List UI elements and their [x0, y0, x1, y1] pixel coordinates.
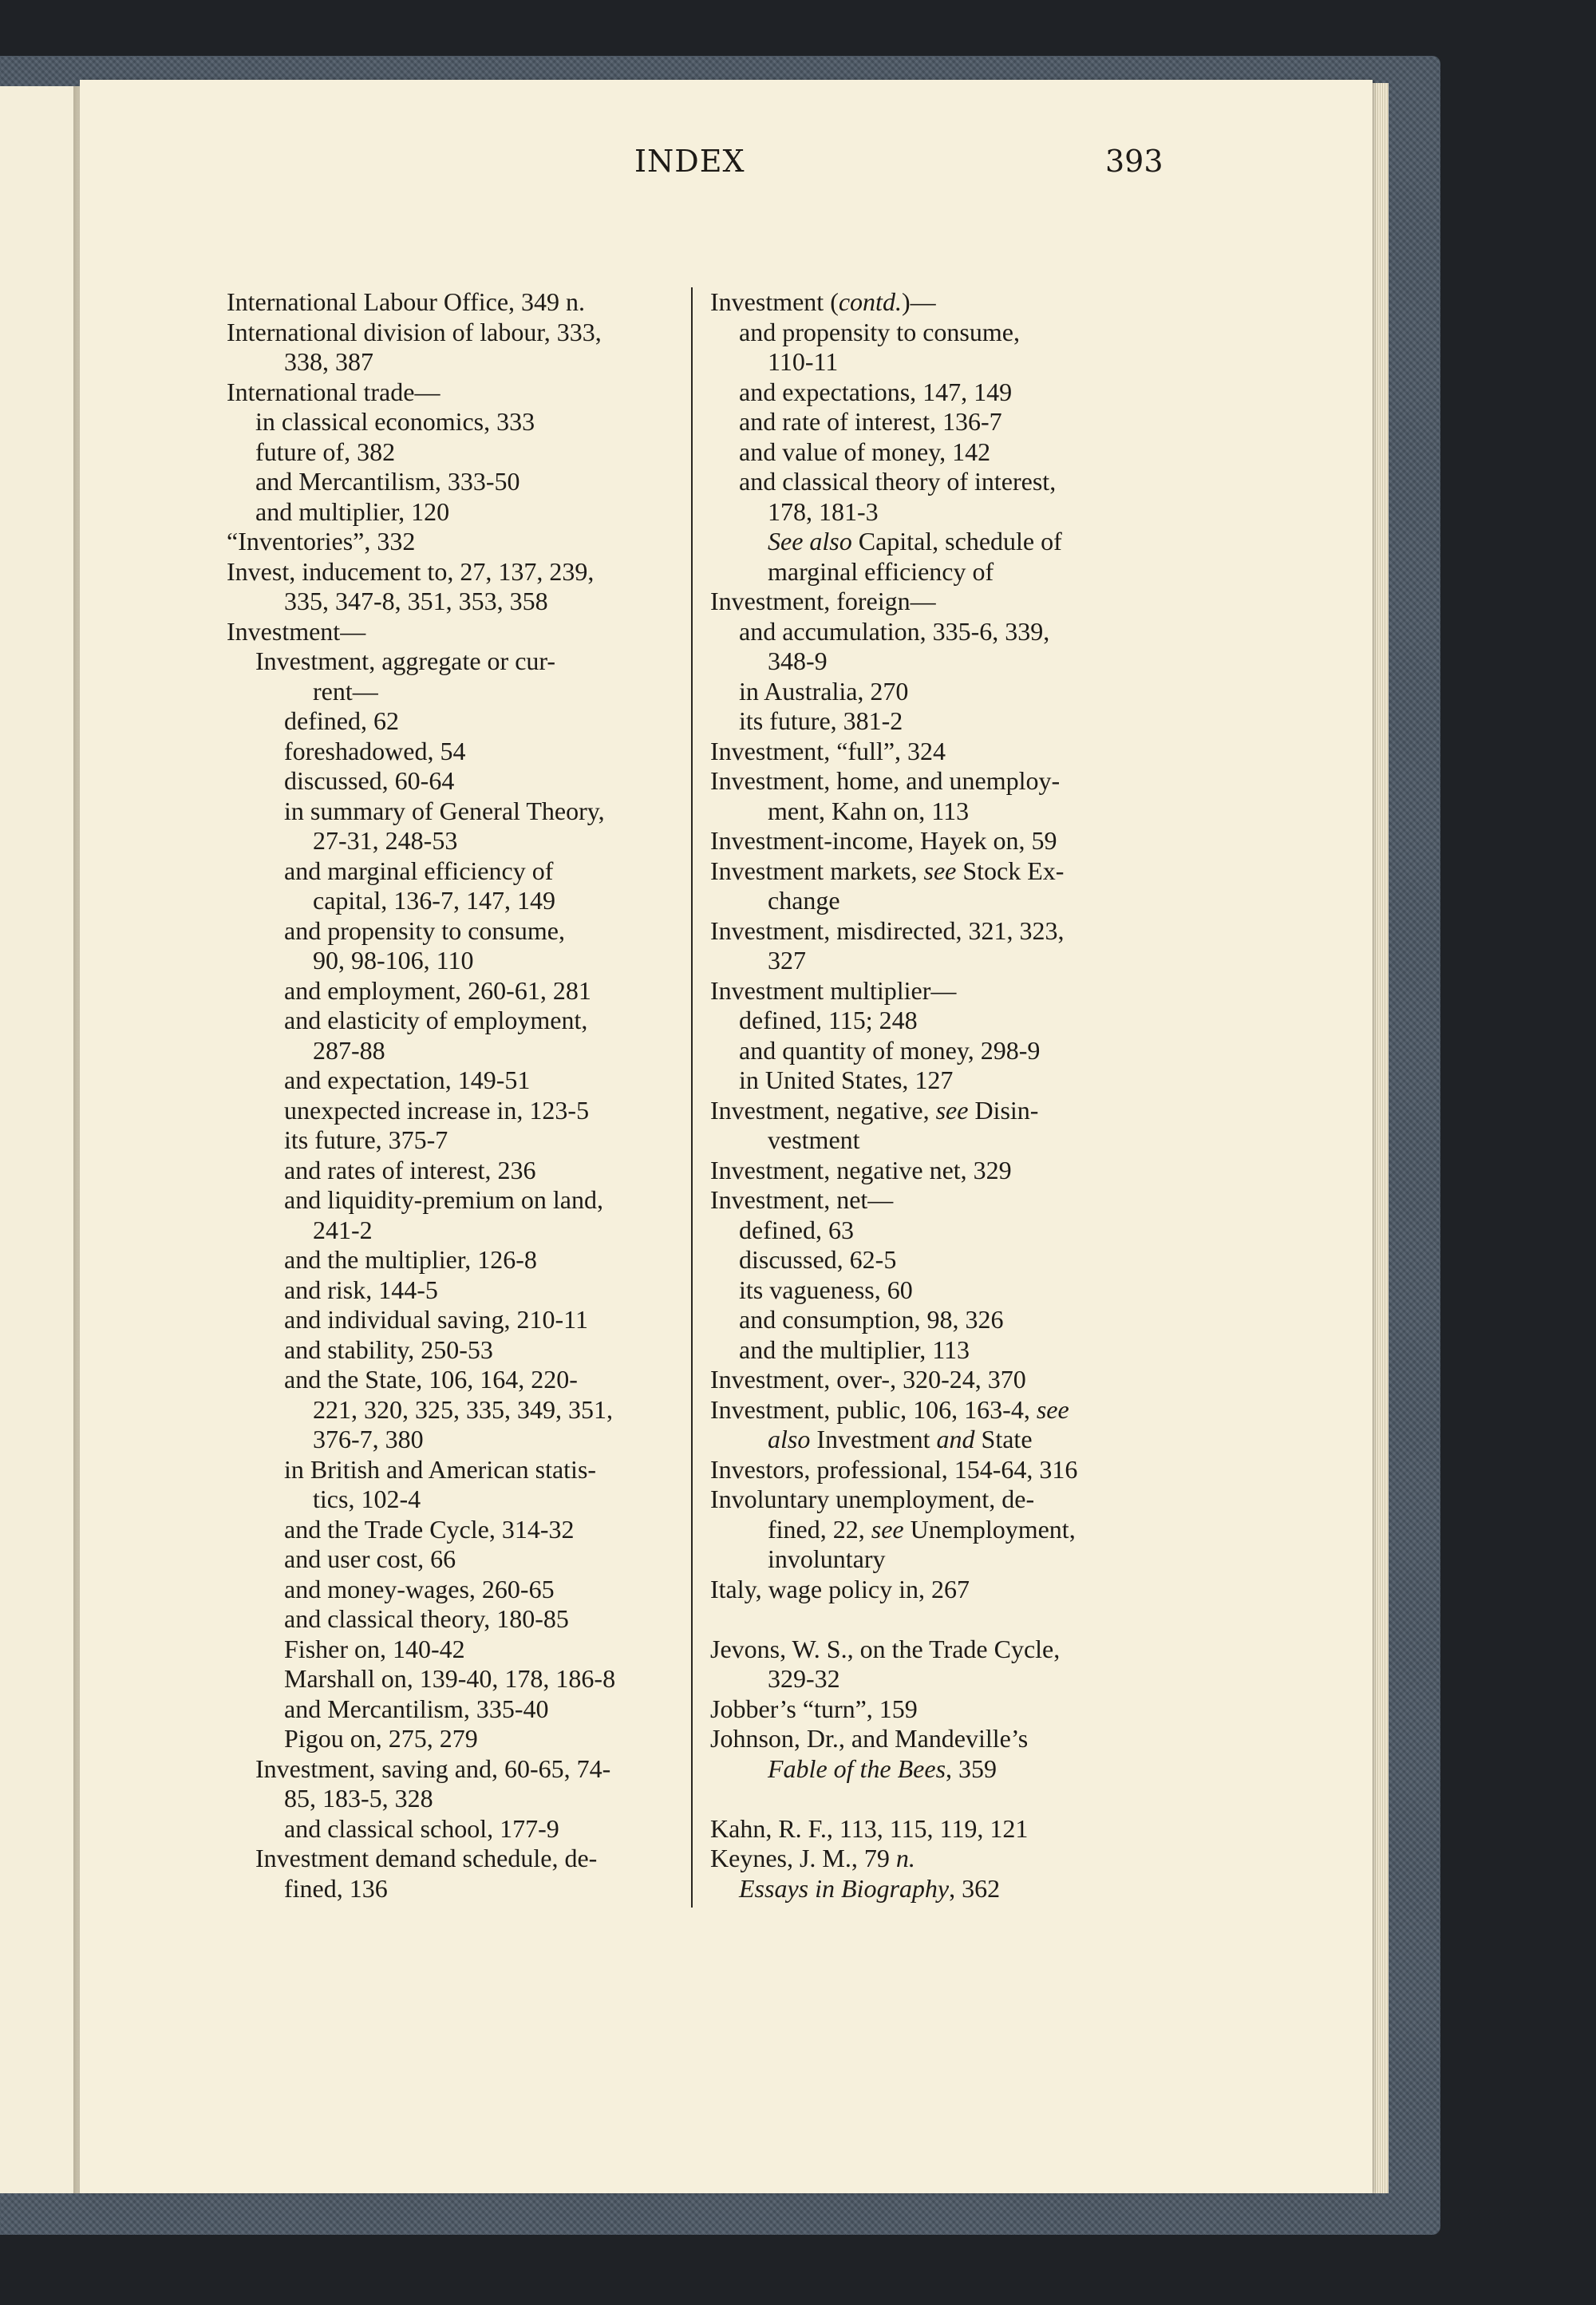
index-entry	[710, 1425, 1173, 1455]
entry-text: , 359	[946, 1753, 998, 1783]
italic-text: contd.	[838, 287, 902, 316]
index-column-left	[227, 287, 681, 1904]
index-entry	[710, 1096, 1173, 1126]
index-entry: fined, 136	[284, 1873, 388, 1903]
index-entry	[710, 1515, 1173, 1545]
index-entry: in British and American statis-	[284, 1454, 597, 1484]
entry-text: Stock Ex-	[956, 856, 1065, 885]
index-entry: and classical theory, 180-85	[284, 1604, 569, 1633]
letter-group-gap	[710, 1604, 1173, 1635]
entry-text: Disin-	[968, 1095, 1039, 1125]
index-entry: International Labour Office, 349 n.	[227, 287, 586, 316]
index-entry: and Mercantilism, 333-50	[255, 467, 520, 496]
index-entry: Fisher on, 140-42	[284, 1634, 465, 1663]
index-entry: Italy, wage policy in, 267	[710, 1574, 970, 1603]
index-entry: 90, 98-106, 110	[313, 946, 474, 975]
index-entry: unexpected increase in, 123-5	[284, 1095, 590, 1125]
entry-text: Investment, public, 106, 163-4,	[710, 1394, 1037, 1424]
index-entry: Johnson, Dr., and Mandeville’s	[710, 1724, 1029, 1753]
index-entry: and classical theory of interest,	[739, 467, 1057, 496]
index-entry: defined, 115; 248	[739, 1006, 918, 1034]
running-head: INDEX	[634, 144, 745, 179]
index-entry: and Mercantilism, 335-40	[284, 1694, 549, 1723]
index-entry: Jevons, W. S., on the Trade Cycle,	[710, 1634, 1061, 1663]
index-entry: and liquidity-premium on land,	[284, 1185, 603, 1214]
index-entry: Investment—	[227, 616, 366, 646]
index-entry: its future, 381-2	[739, 706, 903, 735]
italic-text: and	[936, 1425, 975, 1453]
index-entry: and accumulation, 335-6, 339,	[739, 616, 1050, 646]
index-entry: 376-7, 380	[313, 1425, 424, 1453]
index-entry: and stability, 250-53	[284, 1334, 493, 1364]
index-entry: and the multiplier, 126-8	[284, 1245, 537, 1274]
index-entry: in summary of General Theory,	[284, 796, 605, 825]
index-entry: and rate of interest, 136-7	[739, 407, 1002, 436]
index-entry: 241-2	[313, 1215, 373, 1244]
index-entry: and user cost, 66	[284, 1544, 456, 1573]
index-entry	[710, 287, 1173, 318]
index-entry: and propensity to consume,	[739, 317, 1020, 346]
index-entry: future of, 382	[255, 437, 396, 466]
entry-text: fined, 22,	[768, 1514, 871, 1544]
index-entry: International trade—	[227, 377, 440, 406]
index-entry: in classical economics, 333	[255, 407, 535, 436]
index-entry: and classical school, 177-9	[284, 1813, 559, 1843]
index-entry	[710, 1395, 1173, 1425]
index-entry: vestment	[768, 1125, 860, 1154]
index-entry: discussed, 62-5	[739, 1245, 897, 1274]
index-entry: 27-31, 248-53	[313, 826, 458, 855]
index-entry: and expectation, 149-51	[284, 1066, 531, 1094]
index-entry: and the multiplier, 113	[739, 1334, 970, 1364]
index-entry: Investment, “full”, 324	[710, 736, 946, 765]
index-entry: Investment, saving and, 60-65, 74-	[255, 1753, 611, 1783]
italic-text: see	[871, 1514, 904, 1544]
index-entry: Investment, aggregate or cur-	[255, 646, 556, 675]
italic-text: n.	[895, 1844, 915, 1872]
page-number: 393	[1105, 144, 1163, 179]
entry-text: State	[974, 1425, 1033, 1453]
index-entry: Involuntary unemployment, de-	[710, 1485, 1035, 1513]
index-entry	[710, 527, 1173, 557]
index-entry: Investment demand schedule, de-	[255, 1844, 598, 1872]
entry-text: Investment	[810, 1425, 937, 1453]
index-entry: 221, 320, 325, 335, 349, 351,	[313, 1394, 613, 1424]
letter-group-gap	[710, 1784, 1173, 1814]
index-entry: and propensity to consume,	[284, 915, 565, 945]
index-entry: tics, 102-4	[313, 1485, 421, 1513]
index-entry: Investment, net—	[710, 1185, 894, 1214]
italic-text: see	[935, 1095, 969, 1125]
index-entry: in Australia, 270	[739, 676, 909, 706]
index-entry: 178, 181-3	[768, 496, 879, 526]
italic-text: Essays in Biography	[739, 1873, 950, 1903]
index-entry	[710, 856, 1173, 887]
index-entry: capital, 136-7, 147, 149	[313, 886, 555, 915]
entry-text: Investment, negative,	[710, 1095, 936, 1125]
index-entry: foreshadowed, 54	[284, 736, 466, 765]
index-entry: defined, 63	[739, 1215, 854, 1244]
index-entry: ment, Kahn on, 113	[768, 796, 970, 825]
index-column-right	[710, 287, 1173, 1904]
index-entry: and multiplier, 120	[255, 496, 450, 526]
index-entry: 327	[768, 946, 806, 975]
italic-text: see	[1036, 1394, 1069, 1424]
index-entry: 85, 183-5, 328	[284, 1784, 433, 1813]
index-entry: 110-11	[768, 347, 839, 376]
index-entry: and value of money, 142	[739, 437, 991, 466]
index-entry: Investment, over-, 320-24, 370	[710, 1365, 1026, 1394]
index-entry: and quantity of money, 298-9	[739, 1035, 1041, 1065]
index-entry: and employment, 260-61, 281	[284, 975, 591, 1005]
index-entry: “Inventories”, 332	[227, 527, 416, 555]
index-entry: Investors, professional, 154-64, 316	[710, 1454, 1078, 1484]
entry-text: , 362	[949, 1873, 1001, 1903]
index-entry: 338, 387	[284, 347, 373, 376]
index-entry: and marginal efficiency of	[284, 856, 554, 885]
index-entry: Investment, home, and unemploy-	[710, 766, 1061, 795]
index-entry: and the Trade Cycle, 314-32	[284, 1514, 575, 1544]
entry-text: Capital, schedule of	[851, 527, 1062, 555]
italic-text: see	[923, 856, 957, 885]
index-entry: 329-32	[768, 1664, 840, 1693]
index-entry: Investment-income, Hayek on, 59	[710, 826, 1057, 855]
index-entry: and consumption, 98, 326	[739, 1305, 1004, 1334]
index-entry: 287-88	[313, 1035, 385, 1065]
index-entry: marginal efficiency of	[768, 556, 994, 586]
index-entry: Investment, foreign—	[710, 587, 936, 615]
italic-text: See also	[768, 527, 852, 555]
index-entry: and risk, 144-5	[284, 1275, 438, 1304]
index-entry: Marshall on, 139-40, 178, 186-8	[284, 1664, 616, 1693]
index-entry: its future, 375-7	[284, 1125, 448, 1154]
index-entry	[710, 1874, 1173, 1904]
entry-text: )—	[901, 287, 936, 316]
italic-text: also	[768, 1425, 811, 1453]
index-entry: Investment multiplier—	[710, 975, 957, 1005]
index-entry: Jobber’s “turn”, 159	[710, 1694, 918, 1723]
index-entry: and rates of interest, 236	[284, 1155, 536, 1184]
index-entry: Invest, inducement to, 27, 137, 239,	[227, 556, 595, 586]
index-entry: and the State, 106, 164, 220-	[284, 1365, 578, 1394]
entry-text: Keynes, J. M., 79	[710, 1844, 896, 1872]
italic-text: Fable of the Bees	[768, 1753, 946, 1783]
facing-page-edge	[0, 86, 74, 2193]
entry-text: Investment (	[710, 287, 839, 316]
index-entry: involuntary	[768, 1544, 886, 1573]
index-entry: in United States, 127	[739, 1066, 954, 1094]
index-entry: discussed, 60-64	[284, 766, 455, 795]
index-entry: and individual saving, 210-11	[284, 1305, 588, 1334]
index-entry: rent—	[313, 676, 378, 706]
index-entry: Investment, misdirected, 321, 323,	[710, 915, 1065, 945]
index-entry: Investment, negative net, 329	[710, 1155, 1012, 1184]
index-entry: its vagueness, 60	[739, 1275, 913, 1304]
entry-text: Investment markets,	[710, 856, 924, 885]
index-entry: and expectations, 147, 149	[739, 377, 1013, 406]
index-entry	[710, 1754, 1173, 1785]
entry-text: Unemployment,	[903, 1514, 1076, 1544]
index-entry: Pigou on, 275, 279	[284, 1724, 478, 1753]
index-entry: and money-wages, 260-65	[284, 1574, 555, 1603]
column-divider	[691, 287, 693, 1908]
index-entry: 335, 347-8, 351, 353, 358	[284, 587, 548, 615]
index-entry: and elasticity of employment,	[284, 1006, 588, 1034]
index-entry: International division of labour, 333,	[227, 317, 602, 346]
index-entry: defined, 62	[284, 706, 399, 735]
index-entry	[710, 1844, 1173, 1874]
index-entry: Kahn, R. F., 113, 115, 119, 121	[710, 1813, 1029, 1843]
index-entry: change	[768, 886, 840, 915]
index-entry: 348-9	[768, 646, 828, 675]
